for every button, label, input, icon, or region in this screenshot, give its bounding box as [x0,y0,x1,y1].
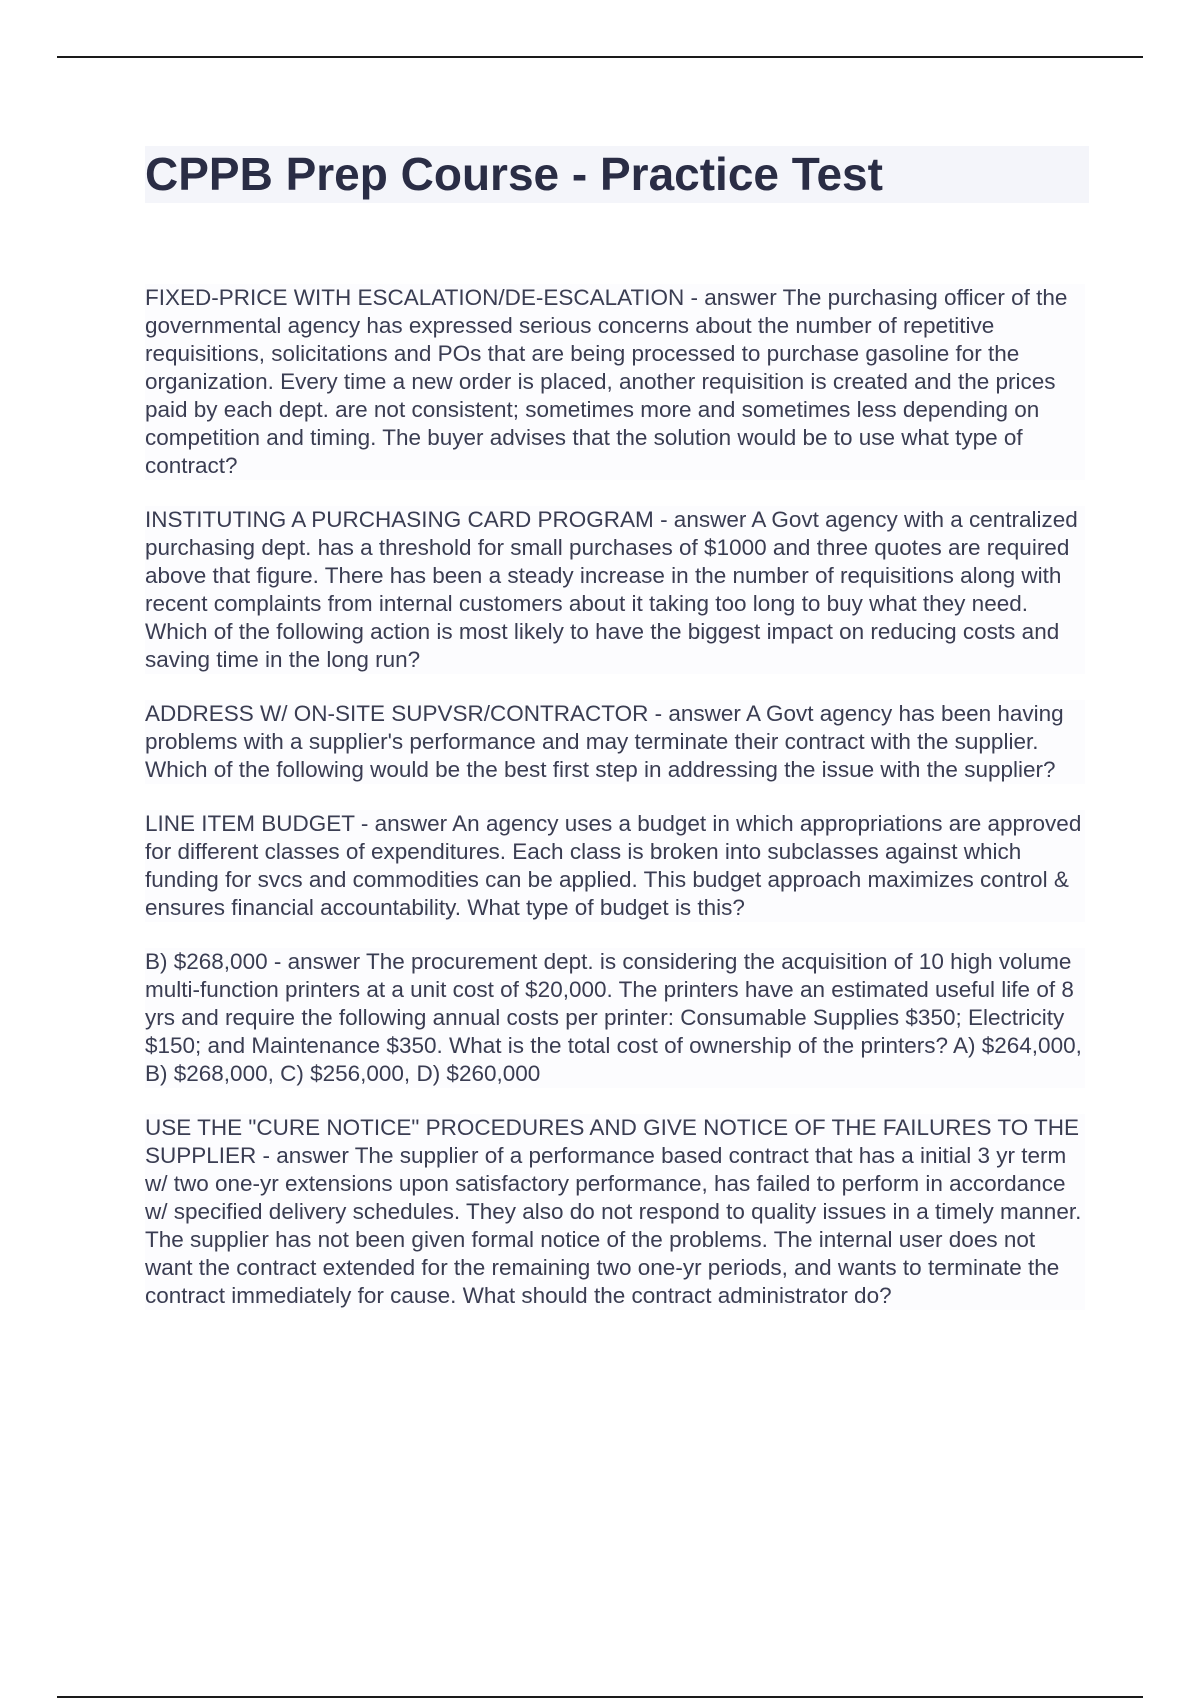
answer-text: ADDRESS W/ ON-SITE SUPVSR/CONTRACTOR [145,701,649,726]
top-rule [57,56,1143,58]
answer-separator: - answer [653,507,747,532]
answer-text: B) $268,000 [145,949,268,974]
answer-separator: - answer [684,285,777,310]
page-title: CPPB Prep Course - Practice Test [145,148,883,200]
question-text: An agency uses a budget in which appropriations are approved for different classes of expenditures. Each class is broken into subclasses against which funding for svcs and commodities can be applied. This budget approach maximizes control & ensures financial accountability. What type of budget is this? [145,811,1082,920]
question-text: The supplier of a performance based contract that has a initial 3 yr term w/ two one-yr extensions upon satisfactory performance, has failed to perform in accordance w/ specified delivery schedules. They also do not respond to quality issues in a timely manner. The supplier has not been given formal notice of the problems. The internal user does not want the contract extended for the remaining two one-yr periods, and wants to terminate the contract immediately for cause. What should the contract administrator do? [145,1143,1082,1308]
answer-text: LINE ITEM BUDGET [145,811,355,836]
question-text: The purchasing officer of the governmental agency has expressed serious concerns about the number of repetitive requisitions, solicitations and POs that are being processed to purchase gasoline for the organization. Every time a new order is placed, another requisition is created and the prices paid by each dept. are not consistent; sometimes more and sometimes less depending on competition and timing. The buyer advises that the solution would be to use what type of contract? [145,285,1068,478]
answer-text: FIXED-PRICE WITH ESCALATION/DE-ESCALATION [145,285,685,310]
list-item [145,1114,1085,1310]
question-text: A Govt agency with a centralized purchasing dept. has a threshold for small purchases of $1000 and three quotes are required above that figure. There has been a steady increase in the number of requisitions along with recent complaints from internal customers about it taking too long to buy what they need. Which of the following action is most likely to have the biggest impact on reducing costs and saving time in the long run? [145,507,1078,672]
bottom-rule [57,1696,1143,1698]
list-item [145,506,1085,674]
list-item [145,284,1085,480]
question-text: The procurement dept. is considering the acquisition of 10 high volume multi-function printers at a unit cost of $20,000. The printers have an estimated useful life of 8 yrs and require the following annual costs per printer: Consumable Supplies $350; Electricity $150; and Maintenance $350. What is the total cost of ownership of the printers? A) $264,000, B) $268,000, C) $256,000, D) $260,000 [145,949,1082,1086]
entry-list [145,284,1085,1336]
answer-text: USE THE "CURE NOTICE" PROCEDURES AND GIVE NOTICE OF THE FAILURES TO THE SUPPLIER [145,1115,1080,1168]
answer-separator: - answer [648,701,741,726]
question-text: A Govt agency has been having problems with a supplier's performance and may terminate their contract with the supplier. Which of the following would be the best first step in addressing the issue with the supplier? [145,701,1064,782]
answer-separator: - answer [267,949,361,974]
list-item [145,810,1085,922]
list-item [145,948,1085,1088]
answer-text: INSTITUTING A PURCHASING CARD PROGRAM [145,507,654,532]
list-item [145,700,1085,784]
answer-separator: - answer [354,811,448,836]
answer-separator: - answer [256,1143,349,1168]
